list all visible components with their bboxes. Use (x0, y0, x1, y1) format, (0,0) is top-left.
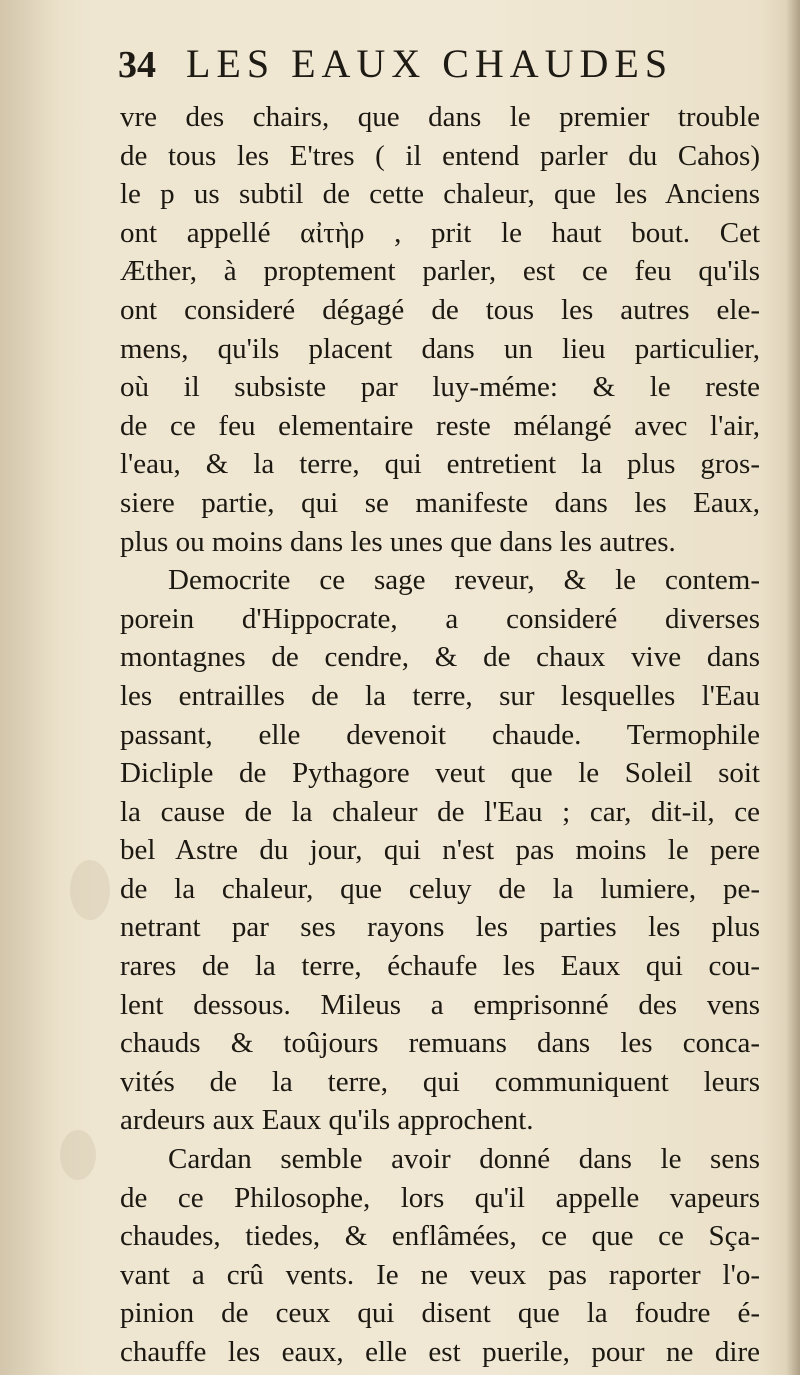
text-line: ont consideré dégagé de tous les autres ele- (120, 293, 760, 326)
text-line: la cause de la chaleur de l'Eau ; car, dit-il, ce (120, 795, 760, 828)
text-line: de tous les E'tres ( il entend parler du Cahos) (120, 139, 760, 172)
text-line: passant, elle devenoit chaude. Termophile (120, 718, 760, 751)
text-line: Cardan semble avoir donné dans le sens (168, 1143, 760, 1176)
paper-stain (60, 1130, 96, 1180)
text-line: Democrite ce sage reveur, & le contem- (168, 564, 760, 597)
page-number: 34 (118, 44, 156, 86)
page-edge-shadow (786, 0, 800, 1375)
text-line: chaudes, tiedes, & enflâmées, ce que ce Sça- (120, 1220, 760, 1253)
text-line: ardeurs aux Eaux qu'ils approchent. (120, 1104, 534, 1137)
text-line: porein d'Hippocrate, a consideré diverses (120, 602, 760, 635)
text-line: Æther, à proptement parler, est ce feu qu'ils (120, 255, 760, 288)
text-line: bel Astre du jour, qui n'est pas moins le pere (120, 834, 760, 867)
text-line: chauffe les eaux, elle est puerile, pour ne dire (120, 1336, 760, 1368)
text-line: le p us subtil de cette chaleur, que les Anciens (120, 178, 760, 211)
text-line: mens, qu'ils placent dans un lieu particulier, (120, 332, 760, 365)
running-head: LES EAUX CHAUDES (186, 41, 674, 86)
text-line: rares de la terre, échaufe les Eaux qui cou- (120, 950, 760, 983)
text-line: ont appellé αἰτὴρ , prit le haut bout. Cet (120, 216, 760, 249)
text-line: Dicliple de Pythagore veut que le Soleil soit (120, 757, 760, 790)
page-header (118, 40, 718, 100)
text-line: vre des chairs, que dans le premier trouble (120, 101, 760, 133)
text-line: de ce Philosophe, lors qu'il appelle vapeurs (120, 1181, 760, 1214)
text-line: plus ou moins dans les unes que dans les autres. (120, 525, 676, 558)
text-line: où il subsiste par luy-méme: & le reste (120, 371, 760, 404)
text-line: chauds & toûjours remuans dans les conca- (120, 1027, 760, 1060)
text-line: lent dessous. Mileus a emprisonné des vens (120, 988, 760, 1021)
text-line: vant a crû vents. Ie ne veux pas raporter l'o- (120, 1258, 760, 1291)
paper-stain (70, 860, 110, 920)
body-text (120, 98, 760, 1372)
text-line: les entrailles de la terre, sur lesquelles l'Eau (120, 679, 760, 712)
text-line: montagnes de cendre, & de chaux vive dans (120, 641, 760, 674)
text-line: siere partie, qui se manifeste dans les Eaux, (120, 486, 760, 519)
text-line: de la chaleur, que celuy de la lumiere, pe- (120, 872, 760, 905)
gutter-shadow (0, 0, 60, 1375)
text-line: l'eau, & la terre, qui entretient la plus gros- (120, 448, 760, 481)
text-line: netrant par ses rayons les parties les plus (120, 911, 760, 944)
text-line: vités de la terre, qui communiquent leurs (120, 1065, 760, 1098)
text-line: pinion de ceux qui disent que la foudre é- (120, 1297, 760, 1330)
text-line: de ce feu elementaire reste mélangé avec l'air, (120, 409, 760, 442)
